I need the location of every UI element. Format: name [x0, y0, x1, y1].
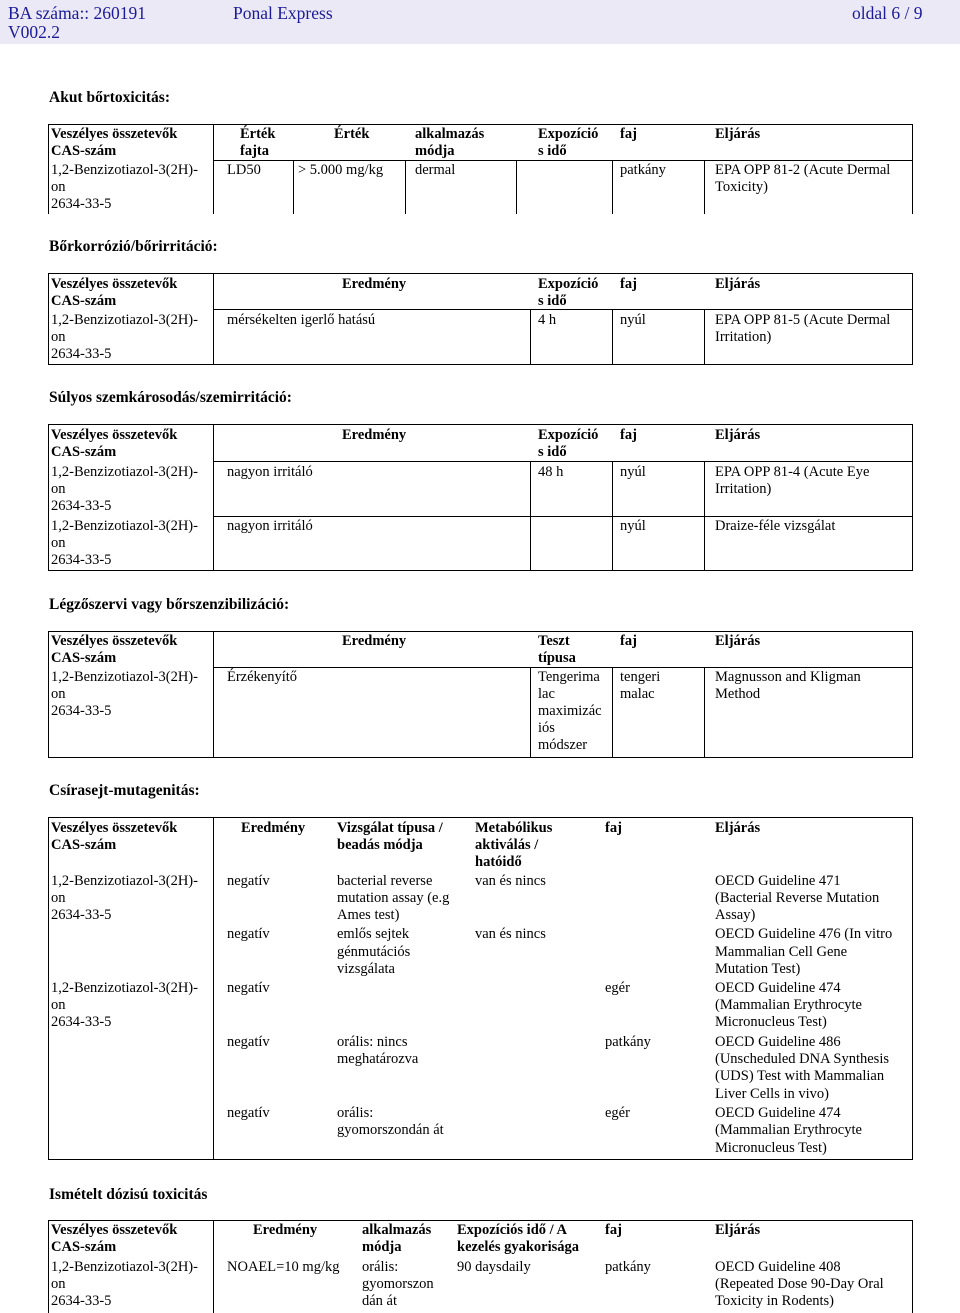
header-result: Eredmény [342, 276, 407, 292]
test-type: Tengerima [538, 669, 600, 685]
substance-name: 1,2-Benzizotiazol-3(2H)- [51, 312, 198, 328]
table-border [48, 424, 49, 571]
exposure: 48 h [538, 464, 564, 480]
result: negatív [227, 926, 270, 942]
value-type: LD50 [227, 162, 261, 178]
substance-name: on [51, 686, 66, 702]
table-border [530, 461, 531, 571]
header-species: faj [620, 276, 637, 292]
table-border [213, 273, 214, 365]
test-type: emlős sejtek [337, 926, 410, 942]
table-border [912, 631, 913, 758]
substance-name: 1,2-Benzizotiazol-3(2H)- [51, 1259, 198, 1275]
header-cas: CAS-szám [51, 1239, 117, 1255]
metabolic-activation: van és nincs [475, 926, 546, 942]
test-type: orális: [337, 1105, 374, 1121]
table-border [213, 124, 214, 214]
species: egér [605, 1105, 630, 1121]
substance-name: 1,2-Benzizotiazol-3(2H)- [51, 162, 198, 178]
species: egér [605, 980, 630, 996]
table-border [912, 424, 913, 571]
header-application: módja [362, 1239, 402, 1255]
header-cas: CAS-szám [51, 650, 117, 666]
header-exposure: s idő [538, 444, 567, 460]
table-border [48, 570, 913, 571]
species: tengeri [620, 669, 661, 685]
method: EPA OPP 81-5 (Acute Dermal [715, 312, 891, 328]
header-metabolic: aktiválás / [475, 837, 539, 853]
species: nyúl [620, 312, 646, 328]
method: (Bacterial Reverse Mutation [715, 890, 880, 906]
product-name: Ponal Express [233, 3, 333, 23]
section-title-eye-damage: Súlyos szemkárosodás/szemirritáció: [49, 389, 292, 406]
method: Toxicity in Rodents) [715, 1293, 835, 1309]
table-border [612, 309, 613, 365]
species: patkány [605, 1034, 651, 1050]
header-result: Eredmény [241, 820, 306, 836]
cas-number: 2634-33-5 [51, 552, 112, 568]
exposure: 4 h [538, 312, 557, 328]
method: Irritation) [715, 329, 772, 345]
species: nyúl [620, 518, 646, 534]
method: Irritation) [715, 481, 772, 497]
test-type: iós [538, 720, 555, 736]
test-type: mutation assay (e.g [337, 890, 450, 906]
header-exposure: s idő [538, 143, 567, 159]
test-type: módszer [538, 737, 588, 753]
test-type: maximizác [538, 703, 602, 719]
application: dermal [415, 162, 456, 178]
header-species: faj [605, 1222, 622, 1238]
method: OECD Guideline 474 [715, 980, 841, 996]
header-application: alkalmazás [362, 1222, 432, 1238]
method: (Mammalian Erythrocyte [715, 997, 862, 1013]
header-exposure: s idő [538, 293, 567, 309]
header-test-type: típusa [538, 650, 576, 666]
table-border [704, 667, 705, 758]
header-exposure-time: kezelés gyakorisága [457, 1239, 580, 1255]
method: Mammalian Cell Gene [715, 944, 848, 960]
species: nyúl [620, 464, 646, 480]
test-type: meghatározva [337, 1051, 419, 1067]
test-type: Ames test) [337, 907, 400, 923]
cas-number: 2634-33-5 [51, 1014, 112, 1030]
substance-name: 1,2-Benzizotiazol-3(2H)- [51, 669, 198, 685]
test-type: lac [538, 686, 555, 702]
substance-name: on [51, 179, 66, 195]
test-type: génmutációs [337, 944, 411, 960]
test-type: vizsgálata [337, 961, 395, 977]
table-border [48, 364, 913, 365]
table-border [48, 1159, 913, 1160]
substance-name: on [51, 535, 66, 551]
table-border [912, 817, 913, 1160]
header-test-type: Vizsgálat típusa / [337, 820, 443, 836]
cas-number: 2634-33-5 [51, 498, 112, 514]
section-title-acute-dermal: Akut bőrtoxicitás: [49, 89, 170, 106]
header-test-type: Teszt [538, 633, 570, 649]
table-border [213, 817, 214, 1160]
version: V002.2 [8, 22, 61, 42]
method: Assay) [715, 907, 756, 923]
header-exposure: Expozíció [538, 427, 599, 443]
substance-name: on [51, 890, 66, 906]
table-border [48, 124, 913, 125]
header-application: módja [415, 143, 455, 159]
test-type: gyomorszondán át [337, 1122, 444, 1138]
table-border [293, 160, 294, 214]
application: dán át [362, 1293, 398, 1309]
cas-number: 2634-33-5 [51, 907, 112, 923]
table-border [48, 1220, 49, 1313]
section-title-skin-irritation: Bőrkorrózió/bőrirritáció: [49, 238, 218, 255]
species: patkány [620, 162, 666, 178]
species: malac [620, 686, 655, 702]
table-border [213, 1220, 214, 1313]
table-border [912, 1220, 913, 1313]
header-species: faj [620, 126, 637, 142]
value: > 5.000 mg/kg [298, 162, 384, 178]
section-title-repeated-dose: Ismételt dózisú toxicitás [49, 1186, 208, 1203]
result: negatív [227, 1105, 270, 1121]
header-species: faj [620, 633, 637, 649]
header-value-type: Érték [240, 126, 276, 142]
substance-name: on [51, 997, 66, 1013]
test-type: orális: nincs [337, 1034, 408, 1050]
table-border [213, 424, 214, 571]
header-method: Eljárás [715, 126, 761, 142]
result: NOAEL=10 mg/kg [227, 1259, 340, 1275]
table-border [48, 424, 913, 425]
method: Method [715, 686, 761, 702]
table-border [612, 461, 613, 571]
table-border [704, 160, 705, 214]
header-method: Eljárás [715, 633, 761, 649]
header-method: Eljárás [715, 820, 761, 836]
method: Liver Cells in vivo) [715, 1086, 829, 1102]
metabolic-activation: van és nincs [475, 873, 546, 889]
method: (Unscheduled DNA Synthesis [715, 1051, 889, 1067]
header-result: Eredmény [253, 1222, 318, 1238]
table-border [48, 817, 913, 818]
method: (Repeated Dose 90-Day Oral [715, 1276, 884, 1292]
header-value: Érték [334, 126, 370, 142]
method: (UDS) Test with Mammalian [715, 1068, 885, 1084]
section-title-sensitization: Légzőszervi vagy bőrszenzibilizáció: [49, 596, 290, 613]
result: nagyon irritáló [227, 518, 313, 534]
method: Micronucleus Test) [715, 1014, 827, 1030]
header-hazardous: Veszélyes összetevők [51, 633, 178, 649]
substance-name: 1,2-Benzizotiazol-3(2H)- [51, 980, 198, 996]
section-title-mutagenicity: Csírasejt-mutagenitás: [49, 782, 200, 799]
header-species: faj [605, 820, 622, 836]
header-method: Eljárás [715, 1222, 761, 1238]
substance-name: 1,2-Benzizotiazol-3(2H)- [51, 518, 198, 534]
header-metabolic: Metabólikus [475, 820, 553, 836]
header-exposure: Expozíció [538, 276, 599, 292]
header-method: Eljárás [715, 427, 761, 443]
method: EPA OPP 81-2 (Acute Dermal [715, 162, 891, 178]
page-number: oldal 6 / 9 [852, 3, 923, 23]
header-result: Eredmény [342, 427, 407, 443]
result: nagyon irritáló [227, 464, 313, 480]
method: OECD Guideline 476 (In vitro [715, 926, 893, 942]
substance-name: on [51, 329, 66, 345]
exposure-time: 90 daysdaily [457, 1259, 531, 1275]
table-border [912, 273, 913, 365]
table-border [48, 757, 913, 758]
application: orális: [362, 1259, 399, 1275]
cas-number: 2634-33-5 [51, 703, 112, 719]
method: Micronucleus Test) [715, 1140, 827, 1156]
table-border [213, 631, 214, 758]
table-border [530, 309, 531, 365]
method: Magnusson and Kligman [715, 669, 861, 685]
method: OECD Guideline 486 [715, 1034, 841, 1050]
table-border [48, 631, 913, 632]
result: mérsékelten igerlő hatású [227, 312, 376, 328]
header-species: faj [620, 427, 637, 443]
ba-number: BA száma:: 260191 [8, 3, 147, 23]
table-border [48, 124, 49, 214]
table-border [48, 273, 49, 365]
header-application: alkalmazás [415, 126, 485, 142]
header-hazardous: Veszélyes összetevők [51, 427, 178, 443]
header-result: Eredmény [342, 633, 407, 649]
table-border [48, 631, 49, 758]
header-value-type: fajta [240, 143, 269, 159]
header-metabolic: hatóidő [475, 854, 522, 870]
method: OECD Guideline 471 [715, 873, 841, 889]
header-hazardous: Veszélyes összetevők [51, 1222, 178, 1238]
header-hazardous: Veszélyes összetevők [51, 126, 178, 142]
table-border [912, 124, 913, 214]
method: Draize-féle vizsgálat [715, 518, 836, 534]
result: Érzékenyítő [227, 669, 298, 685]
table-border [612, 160, 613, 214]
table-border [405, 160, 406, 214]
header-hazardous: Veszélyes összetevők [51, 820, 178, 836]
species: patkány [605, 1259, 651, 1275]
test-type: bacterial reverse [337, 873, 433, 889]
method: EPA OPP 81-4 (Acute Eye [715, 464, 870, 480]
cas-number: 2634-33-5 [51, 196, 112, 212]
header-exposure: Expozíció [538, 126, 599, 142]
table-border [516, 160, 517, 214]
result: negatív [227, 980, 270, 996]
header-exposure-time: Expozíciós idő / A [457, 1222, 567, 1238]
substance-name: 1,2-Benzizotiazol-3(2H)- [51, 873, 198, 889]
result: negatív [227, 1034, 270, 1050]
header-cas: CAS-szám [51, 293, 117, 309]
result: negatív [227, 873, 270, 889]
header-cas: CAS-szám [51, 143, 117, 159]
method: OECD Guideline 408 [715, 1259, 841, 1275]
table-border [48, 273, 913, 274]
table-border [48, 1220, 913, 1221]
method: (Mammalian Erythrocyte [715, 1122, 862, 1138]
substance-name: on [51, 1276, 66, 1292]
cas-number: 2634-33-5 [51, 346, 112, 362]
table-border [704, 309, 705, 365]
table-border [530, 667, 531, 758]
substance-name: 1,2-Benzizotiazol-3(2H)- [51, 464, 198, 480]
method: Mutation Test) [715, 961, 801, 977]
cas-number: 2634-33-5 [51, 1293, 112, 1309]
header-test-type: beadás módja [337, 837, 423, 853]
table-border [48, 817, 49, 1160]
method: OECD Guideline 474 [715, 1105, 841, 1121]
header-cas: CAS-szám [51, 837, 117, 853]
application: gyomorszon [362, 1276, 434, 1292]
page-header [0, 0, 960, 44]
header-hazardous: Veszélyes összetevők [51, 276, 178, 292]
table-border [704, 461, 705, 571]
header-method: Eljárás [715, 276, 761, 292]
table-border [213, 516, 913, 517]
table-border [612, 667, 613, 758]
substance-name: on [51, 481, 66, 497]
header-cas: CAS-szám [51, 444, 117, 460]
method: Toxicity) [715, 179, 768, 195]
